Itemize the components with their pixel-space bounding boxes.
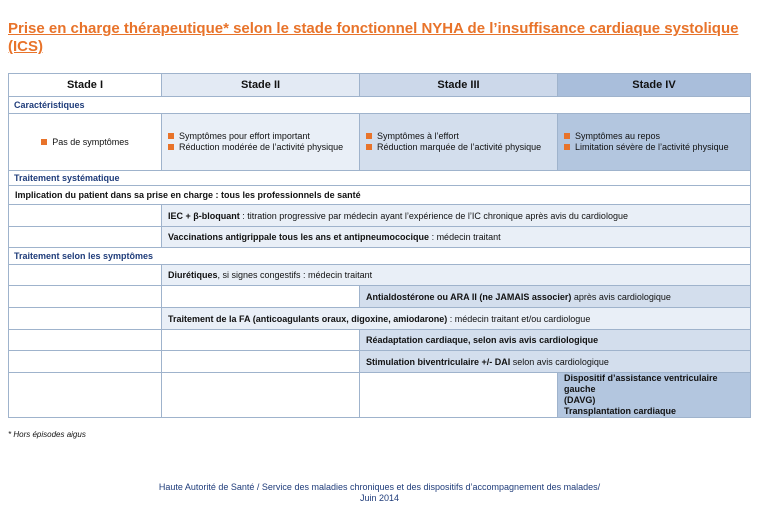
header-stade-2: Stade II	[162, 74, 360, 97]
char-stade-4	[558, 114, 750, 171]
fa-row	[9, 308, 750, 330]
antialdosterone-row	[9, 286, 750, 308]
vaccination-row	[9, 227, 750, 248]
section-caracteristiques: Caractéristiques	[9, 97, 750, 114]
char-stade-1	[9, 114, 162, 171]
section-traitement-symptomes: Traitement selon les symptômes	[9, 248, 750, 265]
davg-row	[9, 373, 750, 417]
davg-cell: Dispositif d’assistance ventriculaire gauche (DAVG) Transplantation cardiaque	[558, 373, 750, 417]
char-stade-2	[162, 114, 360, 171]
readaptation-row	[9, 330, 750, 351]
page-title: Prise en charge thérapeutique* selon le stade fonctionnel NYHA de l’insuffisance cardiaque systolique (ICS)	[8, 20, 739, 55]
implication-row: Implication du patient dans sa prise en charge : tous les professionnels de santé	[9, 186, 750, 205]
diuretiques-cell: Diurétiques, si signes congestifs : médecin traitant	[162, 265, 750, 286]
stimulation-cell: Stimulation biventriculaire +/- DAI selon avis cardiologique	[360, 351, 750, 373]
footnote: * Hors épisodes aigus	[8, 430, 86, 439]
header-stade-3: Stade III	[360, 74, 558, 97]
readaptation-cell: Réadaptation cardiaque, selon avis avis cardiologique	[360, 330, 750, 351]
stimulation-row	[9, 351, 750, 373]
list-item: Réduction modérée de l’activité physique	[168, 142, 343, 153]
antialdosterone-cell: Antialdostérone ou ARA II (ne JAMAIS associer) après avis cardiologique	[360, 286, 750, 308]
list-item: Limitation sévère de l’activité physique	[564, 142, 729, 153]
diuretiques-row	[9, 265, 750, 286]
header-stade-1: Stade I	[9, 74, 162, 97]
list-item: Symptômes à l’effort	[366, 131, 541, 142]
list-item: Symptômes pour effort important	[168, 131, 343, 142]
iec-cell: IEC + β-bloquant : titration progressive par médecin ayant l’expérience de l’IC chronique après avis du cardiologue	[162, 205, 750, 227]
list-item: Symptômes au repos	[564, 131, 729, 142]
footer: Haute Autorité de Santé / Service des maladies chroniques et des dispositifs d’accompagnement des malades/ Juin 2014	[158, 482, 601, 503]
nyha-table	[8, 73, 751, 418]
iec-row	[9, 205, 750, 227]
char-stade-3	[360, 114, 558, 171]
vaccination-cell: Vaccinations antigrippale tous les ans et antipneumococique : médecin traitant	[162, 227, 750, 248]
fa-cell: Traitement de la FA (anticoagulants oraux, digoxine, amiodarone) : médecin traitant et/ou cardiologue	[162, 308, 750, 330]
header-row	[9, 74, 750, 97]
characteristics-row	[9, 114, 750, 171]
header-stade-4: Stade IV	[558, 74, 750, 97]
list-item: Pas de symptômes	[41, 137, 129, 148]
section-traitement-systematique: Traitement systématique	[9, 171, 750, 186]
list-item: Réduction marquée de l’activité physique	[366, 142, 541, 153]
